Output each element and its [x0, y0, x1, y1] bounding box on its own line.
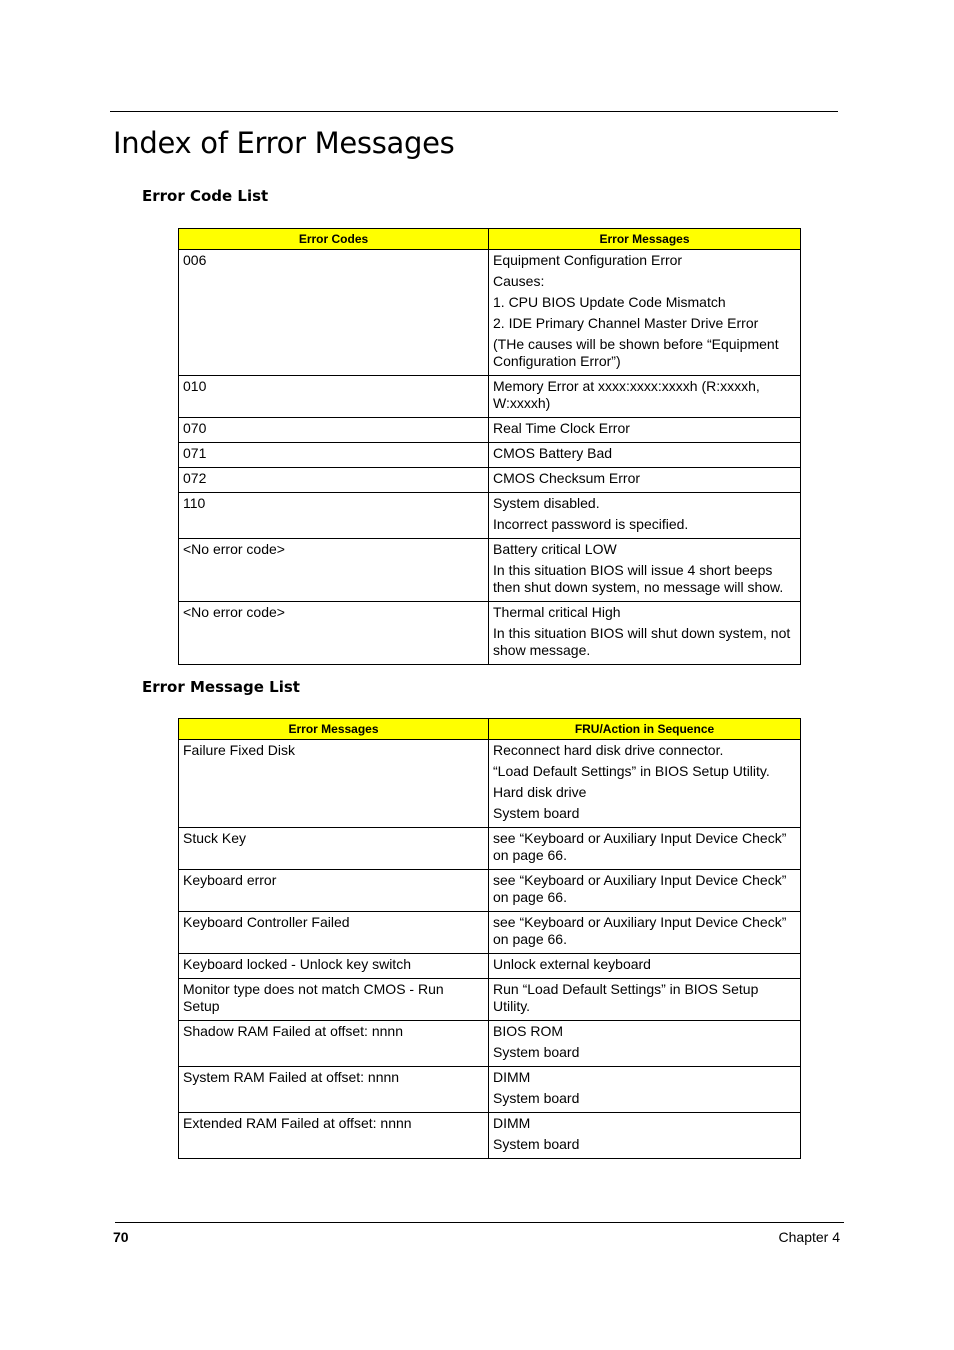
table-cell: [179, 954, 489, 979]
cell-text: BIOS ROM: [493, 1023, 564, 1039]
cell-text: 2. IDE Primary Channel Master Drive Error: [493, 315, 759, 331]
table-cell: [489, 1021, 801, 1067]
page-title: Index of Error Messages: [113, 126, 455, 160]
table-cell: [179, 1021, 489, 1067]
cell-text: see “Keyboard or Auxiliary Input Device Check” on page 66.: [493, 830, 787, 863]
cell-text: Reconnect hard disk drive connector.: [493, 742, 724, 758]
table-cell: [179, 443, 489, 468]
table-header-row: [179, 229, 801, 250]
table-row: [179, 1021, 801, 1067]
table-row: [179, 912, 801, 954]
column-header: Error Messages: [179, 719, 489, 740]
cell-text: 110: [183, 495, 206, 511]
table-header-row: [179, 719, 801, 740]
table-cell: [179, 602, 489, 665]
cell-text: Stuck Key: [183, 830, 247, 846]
cell-text: see “Keyboard or Auxiliary Input Device Check” on page 66.: [493, 872, 787, 905]
table-cell: [489, 468, 801, 493]
cell-text: Keyboard locked - Unlock key switch: [183, 956, 411, 972]
table-row: [179, 443, 801, 468]
cell-text: “Load Default Settings” in BIOS Setup Utility.: [493, 763, 770, 779]
table-cell: [179, 828, 489, 870]
cell-text: Hard disk drive: [493, 784, 587, 800]
table-cell: [489, 493, 801, 539]
section-heading-error-code-list: Error Code List: [142, 187, 269, 205]
table-cell: [489, 979, 801, 1021]
table-row: [179, 740, 801, 828]
cell-text: Incorrect password is specified.: [493, 516, 689, 532]
cell-text: Extended RAM Failed at offset: nnnn: [183, 1115, 412, 1131]
cell-text: 070: [183, 420, 207, 436]
cell-text: Failure Fixed Disk: [183, 742, 296, 758]
column-header: Error Codes: [179, 229, 489, 250]
table-row: [179, 954, 801, 979]
error-code-table: [178, 228, 801, 665]
cell-text: Monitor type does not match CMOS - Run Setup: [183, 981, 444, 1014]
cell-text: Keyboard Controller Failed: [183, 914, 350, 930]
cell-text: Unlock external keyboard: [493, 956, 651, 972]
table-cell: [489, 539, 801, 602]
cell-text: System disabled.: [493, 495, 600, 511]
page-number: 70: [113, 1229, 129, 1245]
section-heading-error-message-list: Error Message List: [142, 678, 300, 696]
cell-text: 006: [183, 252, 207, 268]
cell-text: Real Time Clock Error: [493, 420, 630, 436]
table-row: [179, 1113, 801, 1159]
table-cell: [489, 1067, 801, 1113]
cell-text: System board: [493, 1044, 580, 1060]
table-cell: [179, 870, 489, 912]
cell-text: <No error code>: [183, 541, 285, 557]
cell-text: Equipment Configuration Error: [493, 252, 683, 268]
footer-rule: [115, 1222, 844, 1223]
table-cell: [179, 376, 489, 418]
cell-text: System RAM Failed at offset: nnnn: [183, 1069, 400, 1085]
cell-text: 1. CPU BIOS Update Code Mismatch: [493, 294, 726, 310]
table-cell: [179, 468, 489, 493]
table-cell: [489, 376, 801, 418]
chapter-label: Chapter 4: [778, 1229, 840, 1245]
table-cell: [179, 1067, 489, 1113]
table-row: [179, 602, 801, 665]
cell-text: Memory Error at xxxx:xxxx:xxxxh (R:xxxxh, W:xxxxh): [493, 378, 760, 411]
table-cell: [179, 539, 489, 602]
cell-text: In this situation BIOS will issue 4 short beeps then shut down system, no message will show.: [493, 562, 784, 595]
table-cell: [489, 740, 801, 828]
table-cell: [489, 828, 801, 870]
cell-text: System board: [493, 1136, 580, 1152]
table-cell: [179, 493, 489, 539]
table-cell: [179, 1113, 489, 1159]
table-cell: [489, 443, 801, 468]
table-cell: [179, 740, 489, 828]
column-header: FRU/Action in Sequence: [489, 719, 801, 740]
table-row: [179, 979, 801, 1021]
table-cell: [179, 912, 489, 954]
table-cell: [489, 602, 801, 665]
cell-text: System board: [493, 805, 580, 821]
table-row: [179, 828, 801, 870]
table-row: [179, 493, 801, 539]
cell-text: Run “Load Default Settings” in BIOS Setup Utility.: [493, 981, 759, 1014]
table-row: [179, 870, 801, 912]
cell-text: Thermal critical High: [493, 604, 621, 620]
table-row: [179, 418, 801, 443]
cell-text: 072: [183, 470, 207, 486]
cell-text: (THe causes will be shown before “Equipment Configuration Error”): [493, 336, 779, 369]
cell-text: CMOS Checksum Error: [493, 470, 641, 486]
cell-text: In this situation BIOS will shut down system, not show message.: [493, 625, 791, 658]
table-row: [179, 1067, 801, 1113]
table-cell: [489, 1113, 801, 1159]
table-row: [179, 376, 801, 418]
cell-text: Causes:: [493, 273, 545, 289]
cell-text: Battery critical LOW: [493, 541, 617, 557]
cell-text: 010: [183, 378, 207, 394]
table-row: [179, 539, 801, 602]
error-message-table: [178, 718, 801, 1159]
cell-text: System board: [493, 1090, 580, 1106]
table-cell: [489, 870, 801, 912]
cell-text: Shadow RAM Failed at offset: nnnn: [183, 1023, 403, 1039]
table-cell: [489, 250, 801, 376]
cell-text: CMOS Battery Bad: [493, 445, 613, 461]
table-cell: [489, 954, 801, 979]
table-row: [179, 468, 801, 493]
table-cell: [489, 418, 801, 443]
cell-text: 071: [183, 445, 207, 461]
cell-text: DIMM: [493, 1069, 531, 1085]
cell-text: <No error code>: [183, 604, 285, 620]
cell-text: Keyboard error: [183, 872, 277, 888]
table-cell: [489, 912, 801, 954]
table-cell: [179, 418, 489, 443]
table-row: [179, 250, 801, 376]
table-cell: [179, 250, 489, 376]
header-rule: [110, 111, 838, 112]
table-cell: [179, 979, 489, 1021]
cell-text: DIMM: [493, 1115, 531, 1131]
cell-text: see “Keyboard or Auxiliary Input Device Check” on page 66.: [493, 914, 787, 947]
column-header: Error Messages: [489, 229, 801, 250]
